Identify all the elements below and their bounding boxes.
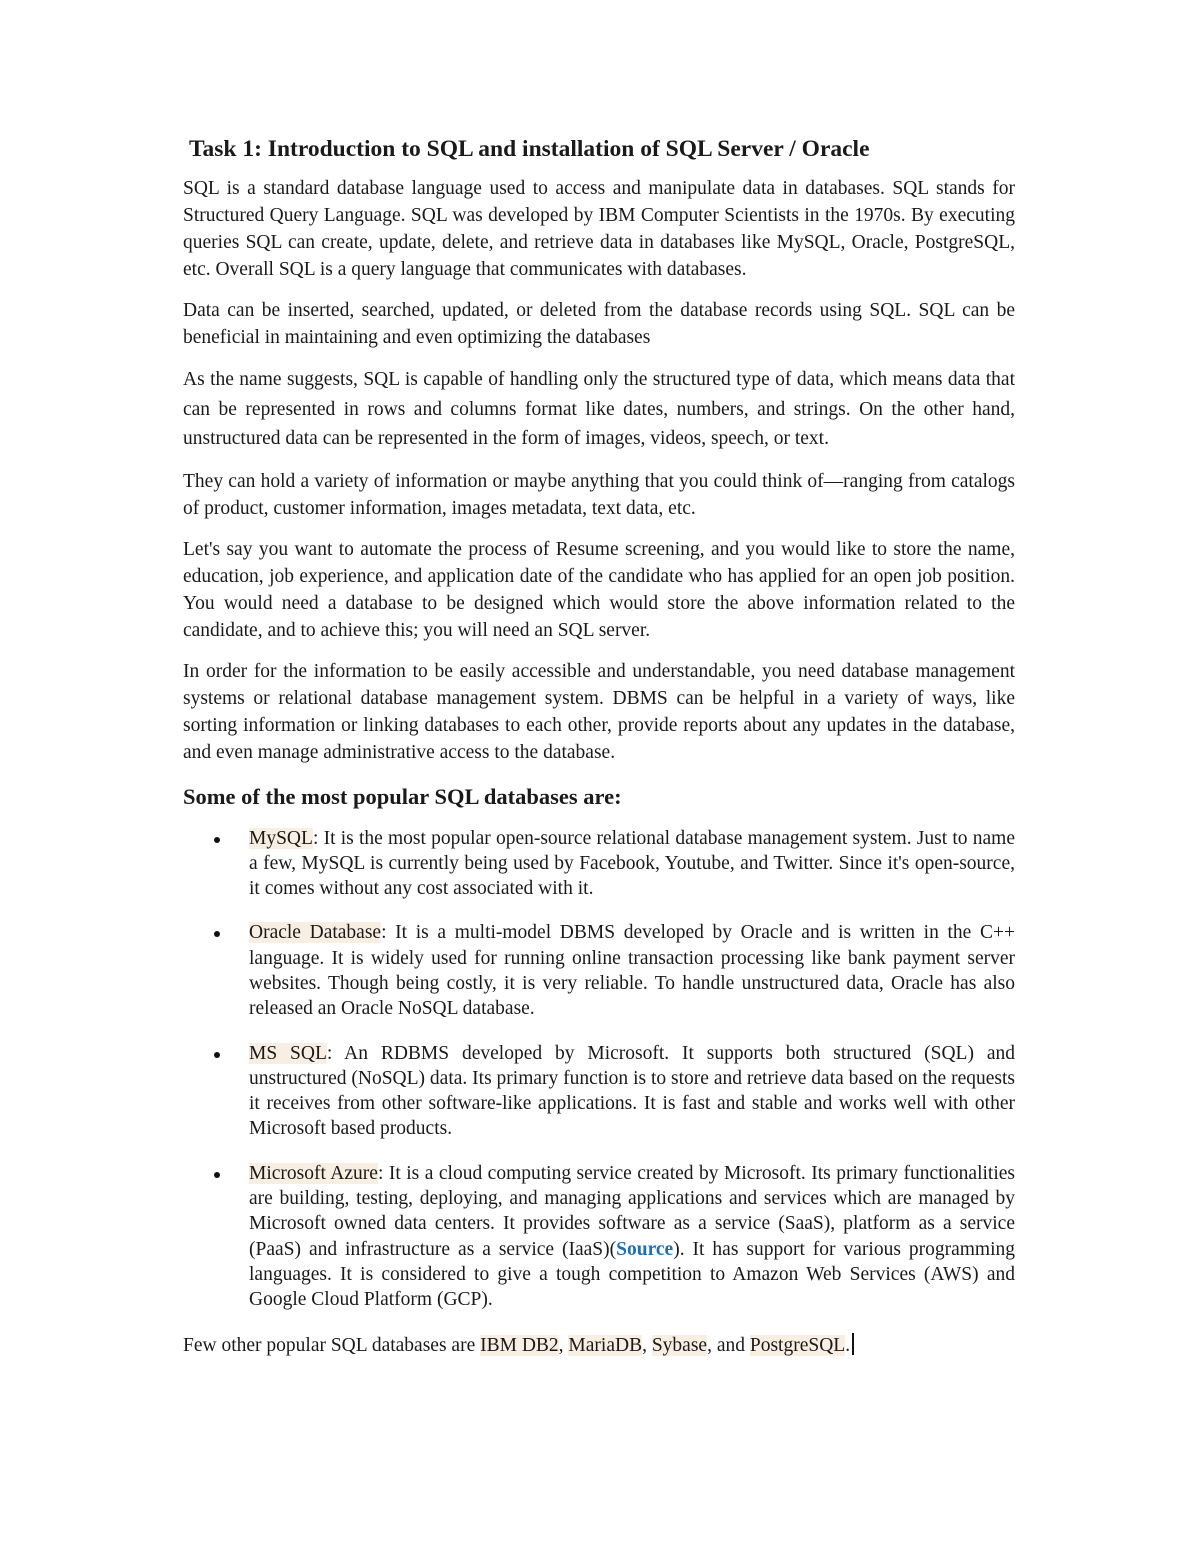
db-description-tail: ). It has support for various programming languages. It is considered to give a tough competition to Amazon Web Services (AWS) and Google Cloud Platform (GCP). bbox=[249, 1238, 1016, 1311]
list-item-azure bbox=[183, 1161, 1015, 1313]
bullet-icon bbox=[214, 1172, 220, 1178]
popular-databases-heading: Some of the most popular SQL databases are: bbox=[183, 783, 622, 809]
db-description: : It is a cloud computing service created by Microsoft. Its primary functionalities are building, testing, deploying, and managing applications and services which are managed by Microsoft owned data centers. It provides software as a service (SaaS), platform as a service (PaaS) and infrastructure as a service (IaaS)( bbox=[249, 1162, 1016, 1260]
db-name-link[interactable]: MS SQL bbox=[249, 1042, 327, 1064]
db-name-link[interactable]: Oracle Database bbox=[249, 922, 382, 944]
paragraph-variety: They can hold a variety of information or maybe anything that you could think of—ranging from catalogs of product, customer information, images metadata, text data, etc. bbox=[183, 470, 1015, 519]
db-name-link[interactable]: Microsoft Azure bbox=[249, 1162, 378, 1184]
db-link-mariadb[interactable]: MariaDB bbox=[568, 1334, 643, 1356]
list-item-mysql bbox=[183, 826, 1015, 902]
closing-paragraph bbox=[183, 1332, 1015, 1359]
db-link-sybase[interactable]: Sybase bbox=[651, 1334, 708, 1356]
list-item-ms-sql bbox=[183, 1041, 1015, 1142]
closing-suffix: . bbox=[845, 1334, 851, 1356]
closing-separator: , and bbox=[707, 1334, 750, 1356]
page-title: Task 1: Introduction to SQL and installation of SQL Server / Oracle bbox=[189, 136, 870, 162]
closing-prefix: Few other popular SQL databases are bbox=[183, 1334, 481, 1356]
paragraph-dbms: In order for the information to be easily accessible and understandable, you need database management systems or relational database management system. DBMS can be helpful in a variety of ways, like sorting information or linking databases to each other, provide reports about any updates in the database, and even manage administrative access to the database. bbox=[183, 660, 1015, 763]
bullet-icon bbox=[214, 931, 220, 937]
paragraph-sql-intro: SQL is a standard database language used to access and manipulate data in databases. SQL stands for Structured Query Language. SQL was developed by IBM Computer Scientists in the 1970s. By executing queries SQL can create, update, delete, and retrieve data in databases like MySQL, Oracle, PostgreSQL, etc. Overall SQL is a query language that communicates with databases. bbox=[183, 178, 1015, 280]
closing-separator: , bbox=[558, 1334, 569, 1356]
db-description: : It is the most popular open-source relational database management system. Just to name a few, MySQL is currently being used by Facebook, Youtube, and Twitter. Since it's open-source, it comes without any cost associated with it. bbox=[249, 827, 1015, 900]
paragraph-structured-data: As the name suggests, SQL is capable of handling only the structured type of data, which means data that can be represented in rows and columns format like dates, numbers, and strings. On the other hand, unstructured data can be represented in the form of images, videos, speech, or text. bbox=[183, 369, 1015, 449]
db-name-link[interactable]: MySQL bbox=[249, 827, 313, 849]
closing-separator: , bbox=[642, 1334, 652, 1356]
db-description: : It is a multi-model DBMS developed by Oracle and is written in the C++ language. It is widely used for running online transaction processing like bank payment server websites. Though being costly, it is very reliable. To handle unstructured data, Oracle has also released an Oracle NoSQL database. bbox=[249, 922, 1016, 1020]
bullet-icon bbox=[214, 1052, 220, 1058]
source-link[interactable]: Source bbox=[616, 1238, 674, 1260]
document-page bbox=[183, 133, 1015, 1373]
list-item-oracle bbox=[183, 920, 1015, 1021]
db-link-ibm-db2[interactable]: IBM DB2 bbox=[480, 1334, 559, 1356]
paragraph-resume-example: Let's say you want to automate the process of Resume screening, and you would like to store the name, education, job experience, and application date of the candidate who has applied for an open job position. You would need a database to be designed which would store the above information related to the candidate, and to achieve this; you will need an SQL server. bbox=[183, 538, 1015, 641]
db-link-postgresql[interactable]: PostgreSQL bbox=[749, 1334, 846, 1356]
db-description: : An RDBMS developed by Microsoft. It supports both structured (SQL) and unstructured (NoSQL) data. Its primary function is to store and retrieve data based on the requests it receives from other software-like applications. It is fast and stable and works well with other Microsoft based products. bbox=[249, 1042, 1015, 1140]
text-cursor bbox=[852, 1333, 854, 1355]
bullet-icon bbox=[214, 837, 220, 843]
popular-databases-list bbox=[183, 826, 1015, 1313]
paragraph-sql-operations: Data can be inserted, searched, updated, or deleted from the database records using SQL. SQL can be beneficial in maintaining and even optimizing the databases bbox=[183, 300, 1015, 348]
